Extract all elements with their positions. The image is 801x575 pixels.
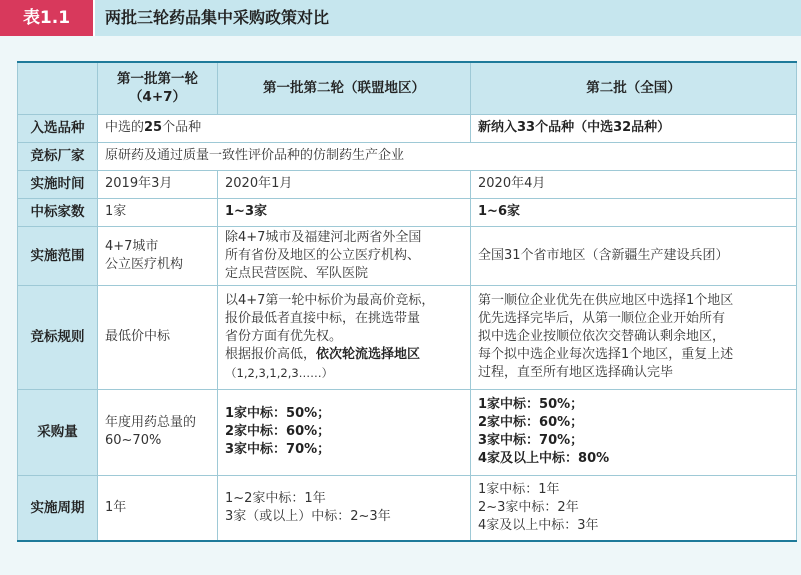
scope-round1-line: 公立医疗机构 [105, 256, 184, 272]
selected-varieties-round1-2 [98, 114, 471, 142]
table-row [18, 226, 797, 285]
rules-round2 [218, 285, 471, 389]
table-panel [0, 36, 801, 575]
volume-round3-line: 3家中标：70%； [478, 433, 584, 448]
scope-round1 [98, 226, 218, 285]
scope-round2 [218, 226, 471, 285]
rules-round2-line: 省份方面有优先权。 [225, 329, 343, 344]
rules-round3 [471, 285, 797, 389]
rules-round2-line: 报价最低者直接中标，在挑选带量 [225, 311, 421, 326]
time-round2: 2020年1月 [218, 170, 471, 198]
row-label-rules: 竞标规则 [18, 285, 98, 389]
rules-round2-sequence: （1,2,3,1,2,3……） [225, 366, 334, 380]
row-label-time: 实施时间 [18, 170, 98, 198]
rules-round3-line: 第一顺位企业优先在供应地区中选择1个地区 [478, 293, 734, 308]
period-round3-line: 2~3家中标：2年 [478, 499, 579, 515]
winners-round2: 1~3家 [218, 198, 471, 226]
selected-varieties-count: 25 [144, 120, 163, 135]
rules-round3-line: 每个拟中选企业每次选择1个地区，重复上述 [478, 347, 734, 362]
period-round3 [471, 475, 797, 541]
period-round3-line: 1家中标：1年 [478, 481, 560, 497]
volume-round1 [98, 389, 218, 475]
volume-round3-line: 1家中标：50%； [478, 397, 584, 412]
period-round2-line: 3家（或以上）中标：2~3年 [225, 508, 391, 524]
rules-round2-line: 以4+7第一轮中标价为最高价竞标， [225, 293, 435, 308]
corner-cell [18, 62, 98, 114]
time-round3: 2020年4月 [471, 170, 797, 198]
table-row [18, 198, 797, 226]
table-row [18, 170, 797, 198]
rules-round3-line: 拟中选企业按顺位依次交替确认剩余地区， [478, 329, 726, 344]
rules-round2-selection-line [225, 346, 463, 364]
row-label-volume: 采购量 [18, 389, 98, 475]
volume-round2-line: 3家中标：70%； [225, 442, 331, 457]
table-row [18, 285, 797, 389]
volume-round2-line: 2家中标：60%； [225, 424, 331, 439]
selected-varieties-text-pre: 中选的 [105, 120, 145, 135]
table-number-tag: 表1.1 [0, 0, 93, 36]
volume-round3-line: 4家及以上中标：80% [478, 451, 610, 466]
volume-round3-line: 2家中标：60%； [478, 415, 584, 430]
column-header-round1-line2: （4+7） [128, 89, 187, 106]
table-row [18, 475, 797, 541]
selected-varieties-text-post: 个品种 [162, 120, 202, 135]
time-round1: 2019年3月 [98, 170, 218, 198]
rules-round2-selection-bold: 依次轮流选择地区 [316, 347, 421, 362]
winners-round3: 1~6家 [471, 198, 797, 226]
table-row [18, 114, 797, 142]
table-row [18, 389, 797, 475]
volume-round2-line: 1家中标：50%； [225, 406, 331, 421]
volume-round3 [471, 389, 797, 475]
period-round2-line: 1~2家中标：1年 [225, 490, 326, 506]
scope-round2-line: 除4+7城市及福建河北两省外全国 [225, 229, 422, 245]
column-header-round3: 第二批（全国） [471, 62, 797, 114]
policy-comparison-table [17, 61, 797, 542]
volume-round1-line: 年度用药总量的 [105, 415, 197, 430]
winners-round1: 1家 [98, 198, 218, 226]
column-header-round1 [98, 62, 218, 114]
table-header [0, 0, 801, 36]
scope-round2-line: 所有省份及地区的公立医疗机构、 [225, 247, 421, 263]
volume-round1-line: 60~70% [105, 433, 162, 448]
column-header-round2: 第一批第二轮（联盟地区） [218, 62, 471, 114]
rules-round3-line: 优先选择完毕后，从第一顺位企业开始所有 [478, 311, 726, 326]
volume-round2 [218, 389, 471, 475]
rules-round3-line: 过程，直至所有地区选择确认完毕 [478, 365, 674, 380]
rules-round2-selection-pre: 根据报价高低， [225, 347, 317, 362]
scope-round1-line: 4+7城市 [105, 238, 159, 254]
row-label-scope: 实施范围 [18, 226, 98, 285]
table-title: 两批三轮药品集中采购政策对比 [95, 0, 801, 36]
rules-round1: 最低价中标 [98, 285, 218, 389]
row-label-period: 实施周期 [18, 475, 98, 541]
bidders-value: 原研药及通过质量一致性评价品种的仿制药生产企业 [98, 142, 797, 170]
row-label-winners: 中标家数 [18, 198, 98, 226]
table-row [18, 142, 797, 170]
table-header-row [18, 62, 797, 114]
row-label-bidders: 竞标厂家 [18, 142, 98, 170]
column-header-round1-line1: 第一批第一轮 [117, 71, 198, 88]
period-round1: 1年 [98, 475, 218, 541]
selected-varieties-round3: 新纳入33个品种（中选32品种） [471, 114, 797, 142]
row-label-selected-varieties: 入选品种 [18, 114, 98, 142]
scope-round3: 全国31个省市地区（含新疆生产建设兵团） [471, 226, 797, 285]
period-round3-line: 4家及以上中标：3年 [478, 517, 599, 533]
scope-round2-line: 定点民营医院、军队医院 [225, 265, 369, 281]
period-round2 [218, 475, 471, 541]
